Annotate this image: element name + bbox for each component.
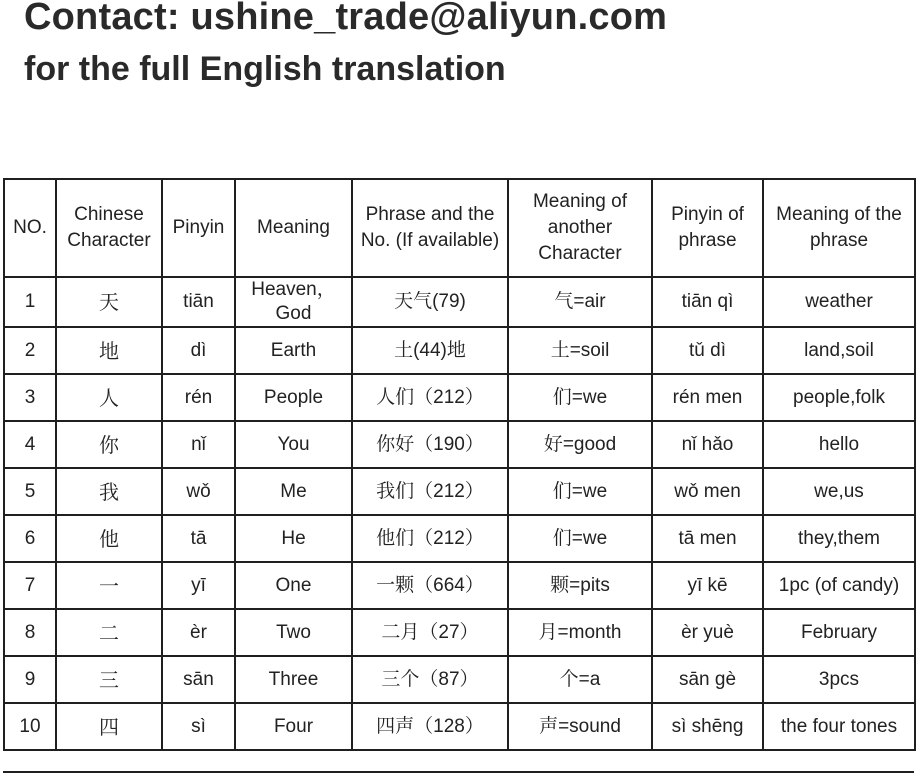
cell-pinyin: sān <box>162 656 235 703</box>
cell-character: 一 <box>56 562 162 609</box>
cell-meaning: Four <box>235 703 352 750</box>
cell-phrase-pinyin: rén men <box>652 374 763 421</box>
column-header-other-meaning: Meaning of another Character <box>508 179 652 277</box>
column-header-meaning: Meaning <box>235 179 352 277</box>
cell-no: 1 <box>4 277 56 327</box>
cell-other-meaning: 月=month <box>508 609 652 656</box>
cell-phrase: 三个（87） <box>352 656 508 703</box>
cell-phrase: 天气(79) <box>352 277 508 327</box>
cell-pinyin: dì <box>162 327 235 374</box>
table-row <box>4 609 915 656</box>
cell-phrase-meaning: weather <box>763 277 915 327</box>
cell-no: 7 <box>4 562 56 609</box>
table-row <box>4 562 915 609</box>
cell-pinyin: tiān <box>162 277 235 327</box>
cell-phrase-pinyin: yī kē <box>652 562 763 609</box>
cell-pinyin: rén <box>162 374 235 421</box>
column-header-phrase-pinyin: Pinyin of phrase <box>652 179 763 277</box>
cell-phrase-pinyin: wǒ men <box>652 468 763 515</box>
cell-other-meaning: 们=we <box>508 468 652 515</box>
cell-meaning: Two <box>235 609 352 656</box>
cell-phrase-meaning: 3pcs <box>763 656 915 703</box>
cell-pinyin: tā <box>162 515 235 562</box>
table-row <box>4 374 915 421</box>
cell-meaning: Three <box>235 656 352 703</box>
cell-meaning: He <box>235 515 352 562</box>
cell-phrase: 我们（212） <box>352 468 508 515</box>
cell-no: 4 <box>4 421 56 468</box>
cell-character: 地 <box>56 327 162 374</box>
table-header-row <box>4 179 915 277</box>
cell-other-meaning: 们=we <box>508 515 652 562</box>
cell-phrase-pinyin: tiān qì <box>652 277 763 327</box>
cell-character: 三 <box>56 656 162 703</box>
cell-character: 我 <box>56 468 162 515</box>
cell-no: 9 <box>4 656 56 703</box>
column-header-phrase-meaning: Meaning of the phrase <box>763 179 915 277</box>
cell-meaning: Heaven，God <box>235 277 352 327</box>
cell-other-meaning: 好=good <box>508 421 652 468</box>
cell-no: 3 <box>4 374 56 421</box>
table-row <box>4 656 915 703</box>
cell-meaning: One <box>235 562 352 609</box>
cell-character: 二 <box>56 609 162 656</box>
column-header-pinyin: Pinyin <box>162 179 235 277</box>
contact-heading: Contact: ushine_trade@aliyun.com <box>24 0 668 38</box>
cell-phrase-pinyin: èr yuè <box>652 609 763 656</box>
cell-other-meaning: 个=a <box>508 656 652 703</box>
cell-other-meaning: 气=air <box>508 277 652 327</box>
cell-phrase-meaning: people,folk <box>763 374 915 421</box>
cell-character: 天 <box>56 277 162 327</box>
cell-meaning: Me <box>235 468 352 515</box>
next-row-border <box>3 771 914 773</box>
cell-phrase: 一颗（664） <box>352 562 508 609</box>
cell-no: 8 <box>4 609 56 656</box>
column-header-phrase: Phrase and the No. (If available) <box>352 179 508 277</box>
cell-character: 你 <box>56 421 162 468</box>
cell-phrase-meaning: we,us <box>763 468 915 515</box>
cell-other-meaning: 颗=pits <box>508 562 652 609</box>
cell-phrase: 四声（128） <box>352 703 508 750</box>
table-row <box>4 421 915 468</box>
cell-pinyin: nǐ <box>162 421 235 468</box>
cell-no: 5 <box>4 468 56 515</box>
cell-no: 2 <box>4 327 56 374</box>
cell-phrase: 他们（212） <box>352 515 508 562</box>
cell-no: 10 <box>4 703 56 750</box>
cell-phrase-meaning: land,soil <box>763 327 915 374</box>
cell-phrase-pinyin: tǔ dì <box>652 327 763 374</box>
cell-meaning: You <box>235 421 352 468</box>
cell-other-meaning: 土=soil <box>508 327 652 374</box>
cell-other-meaning: 声=sound <box>508 703 652 750</box>
table-row <box>4 327 915 374</box>
vocabulary-table <box>3 178 916 751</box>
cell-meaning: People <box>235 374 352 421</box>
cell-character: 四 <box>56 703 162 750</box>
table-row <box>4 277 915 327</box>
cell-phrase-pinyin: tā men <box>652 515 763 562</box>
cell-phrase-meaning: February <box>763 609 915 656</box>
cell-phrase: 二月（27） <box>352 609 508 656</box>
table-row <box>4 703 915 750</box>
cell-no: 6 <box>4 515 56 562</box>
cell-pinyin: yī <box>162 562 235 609</box>
table-row <box>4 515 915 562</box>
translation-heading: for the full English translation <box>24 50 506 88</box>
cell-phrase-pinyin: sì shēng <box>652 703 763 750</box>
cell-pinyin: wǒ <box>162 468 235 515</box>
cell-character: 人 <box>56 374 162 421</box>
cell-meaning: Earth <box>235 327 352 374</box>
cell-phrase: 你好（190） <box>352 421 508 468</box>
cell-phrase-meaning: 1pc (of candy) <box>763 562 915 609</box>
table-row <box>4 468 915 515</box>
cell-phrase: 人们（212） <box>352 374 508 421</box>
column-header-character: Chinese Character <box>56 179 162 277</box>
cell-character: 他 <box>56 515 162 562</box>
cell-pinyin: èr <box>162 609 235 656</box>
cell-phrase-meaning: the four tones <box>763 703 915 750</box>
cell-phrase: 土(44)地 <box>352 327 508 374</box>
cell-phrase-meaning: hello <box>763 421 915 468</box>
cell-phrase-meaning: they,them <box>763 515 915 562</box>
cell-phrase-pinyin: nǐ hǎo <box>652 421 763 468</box>
column-header-no: NO. <box>4 179 56 277</box>
cell-pinyin: sì <box>162 703 235 750</box>
cell-phrase-pinyin: sān gè <box>652 656 763 703</box>
cell-other-meaning: 们=we <box>508 374 652 421</box>
